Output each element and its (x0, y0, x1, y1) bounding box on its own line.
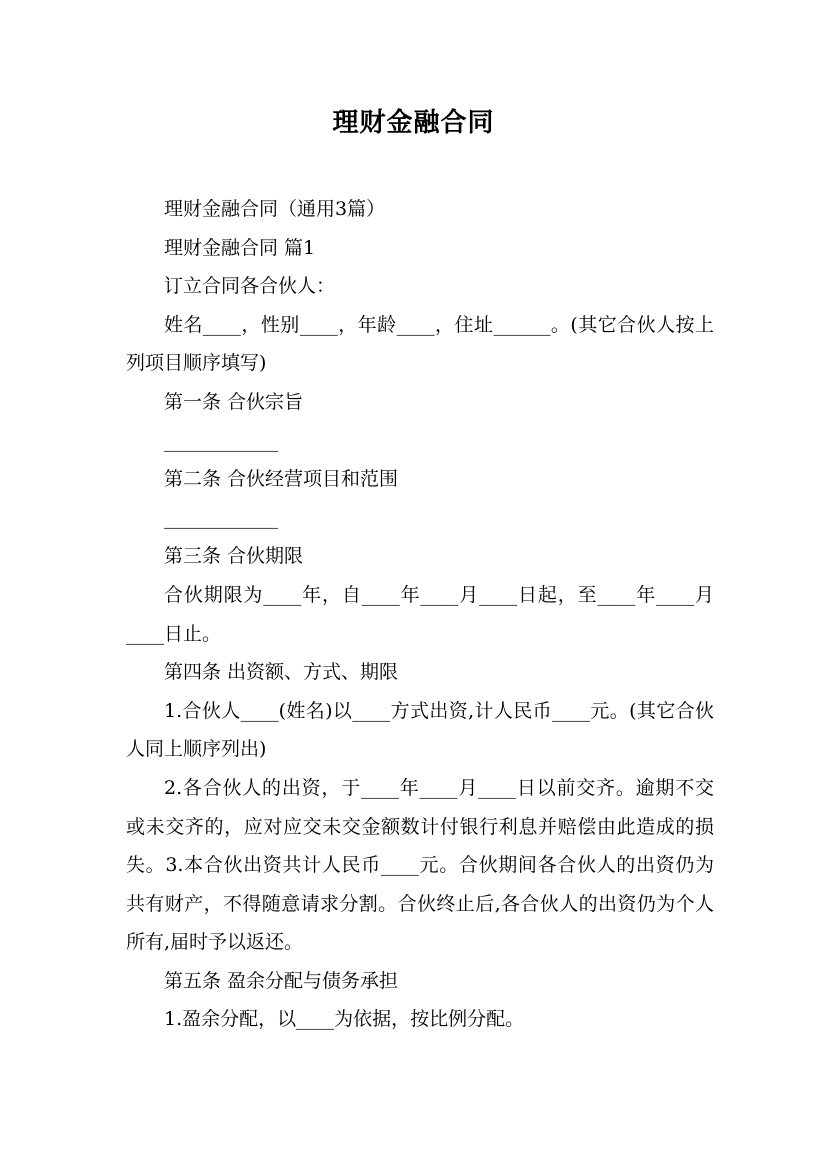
article-4-item-2: 2.各合伙人的出资，于____年____月____日以前交齐。逾期不交或未交齐的，应对应交未交金额数计付银行利息并赔偿由此造成的损失。3.本合伙出资共计人民币____元。合伙期间各合伙人的出资仍为共有财产，不得随意请求分割。合伙终止后,各合伙人的出资仍为个人所有,届时予以返还。 (126, 776, 714, 954)
party-info-paragraph: 姓名____，性别____，年龄____，住址______。(其它合伙人按上列项目顺序填写) (126, 313, 714, 375)
document-title: 理财金融合同 (332, 108, 495, 138)
article-2-blank: ____________ (164, 506, 278, 529)
article-3-paragraph: 合伙期限为____年，自____年____月____日起，至____年____月____日止。 (126, 583, 714, 645)
article-5-item-1: 1.盈余分配，以____为依据，按比例分配。 (164, 1008, 525, 1031)
document-body (126, 190, 714, 1039)
article-2-heading: 第二条 合伙经营项目和范围 (164, 468, 399, 491)
article-5-heading: 第五条 盈余分配与债务承担 (164, 969, 399, 992)
article-1-heading: 第一条 合伙宗旨 (164, 390, 304, 413)
article-3-heading: 第三条 合伙期限 (164, 545, 304, 568)
part-heading: 理财金融合同 篇1 (164, 236, 316, 259)
article-4-item-1: 1.合伙人____(姓名)以____方式出资,计人民币____元。(其它合伙人同上顺序列出) (126, 699, 714, 761)
article-1-blank: ____________ (164, 429, 278, 452)
subtitle-paragraph: 理财金融合同（通用3篇） (164, 198, 386, 220)
parties-heading: 订立合同各合伙人： (164, 275, 336, 298)
article-4-heading: 第四条 出资额、方式、期限 (164, 661, 399, 684)
